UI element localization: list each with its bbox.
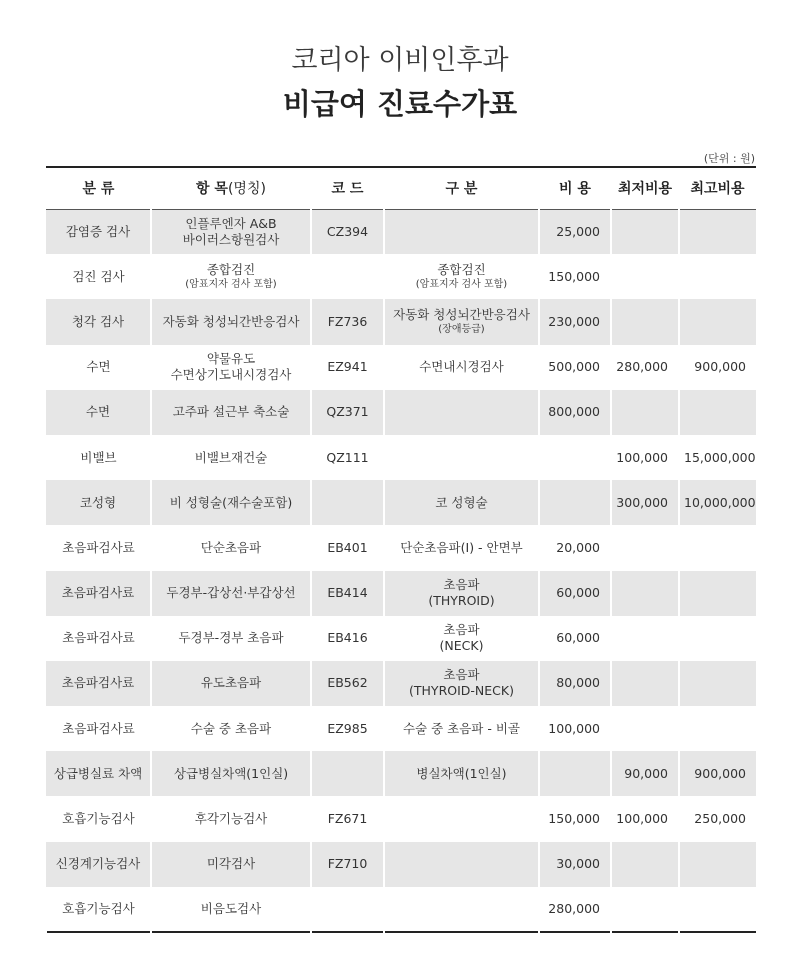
category-cell xyxy=(46,209,151,254)
table-row xyxy=(46,254,756,299)
min-cost-cell xyxy=(611,751,679,796)
cost-cell-text: 800,000 xyxy=(548,404,600,420)
cost-cell xyxy=(539,480,611,525)
cost-cell xyxy=(539,796,611,841)
item-cell-text: 두경부-갑상선·부갑상선 xyxy=(166,585,296,601)
table-body xyxy=(46,209,756,932)
code-cell-text: FZ710 xyxy=(327,856,368,872)
cost-cell xyxy=(539,345,611,390)
category-cell xyxy=(46,842,151,887)
min-cost-cell-text: 100,000 xyxy=(616,811,668,827)
cost-cell-text: 150,000 xyxy=(548,811,600,827)
category-cell-text: 초음파검사료 xyxy=(61,585,135,601)
cost-cell xyxy=(539,525,611,570)
cost-cell xyxy=(539,887,611,932)
cost-cell xyxy=(539,390,611,435)
code-cell xyxy=(311,842,384,887)
cost-cell xyxy=(539,751,611,796)
cost-cell-text: 20,000 xyxy=(556,539,600,555)
cost-cell xyxy=(539,299,611,344)
table-row xyxy=(46,661,756,706)
category-cell xyxy=(46,571,151,616)
item-cell-text: 고주파 설근부 축소술 xyxy=(172,404,290,420)
max-cost-cell xyxy=(679,796,756,841)
min-cost-cell-text: 100,000 xyxy=(616,449,668,465)
min-cost-cell xyxy=(611,571,679,616)
item-cell-text: 약물유도 xyxy=(206,351,256,367)
cost-cell-text: 30,000 xyxy=(556,856,600,872)
min-cost-cell xyxy=(611,254,679,299)
table-row xyxy=(46,887,756,932)
type-cell-text: 수술 중 초음파 - 비골 xyxy=(402,720,520,736)
item-cell xyxy=(151,571,311,616)
item-cell xyxy=(151,661,311,706)
max-cost-cell-text: 10,000,000 xyxy=(684,494,756,510)
type-cell xyxy=(384,390,539,435)
type-cell-text: 종합검진 xyxy=(437,262,486,278)
table-row xyxy=(46,706,756,751)
table-row xyxy=(46,751,756,796)
category-cell xyxy=(46,435,151,480)
category-cell xyxy=(46,254,151,299)
code-cell-text: QZ111 xyxy=(326,449,369,465)
min-cost-cell-text: 90,000 xyxy=(624,765,668,781)
category-cell-text: 비밸브 xyxy=(80,449,117,465)
category-cell xyxy=(46,345,151,390)
min-cost-cell xyxy=(611,435,679,480)
min-cost-cell xyxy=(611,299,679,344)
code-cell xyxy=(311,209,384,254)
item-cell-text: 인플루엔자 A&B xyxy=(185,215,277,231)
clinic-name: 코리아 이비인후과 xyxy=(291,45,509,76)
table-row xyxy=(46,796,756,841)
type-cell xyxy=(384,480,539,525)
code-cell xyxy=(311,796,384,841)
cost-cell xyxy=(539,661,611,706)
code-cell-text: FZ671 xyxy=(327,811,368,827)
category-cell-text: 초음파검사료 xyxy=(62,720,135,736)
min-cost-cell xyxy=(611,706,679,751)
table-row xyxy=(46,345,756,390)
header-min-cost: 최저비용 xyxy=(617,181,673,198)
category-cell-text: 상급병실료 차액 xyxy=(53,765,143,781)
table-row xyxy=(46,616,756,661)
category-cell xyxy=(46,706,151,751)
item-cell-text: 자동화 청성뇌간반응검사 xyxy=(162,313,300,329)
cost-cell-text: 500,000 xyxy=(548,359,600,375)
type-cell-subtext: (THYROID) xyxy=(428,593,495,609)
item-cell-text: 수술 중 초음파 xyxy=(190,720,272,736)
max-cost-cell xyxy=(679,616,756,661)
item-cell xyxy=(151,254,311,299)
code-cell xyxy=(311,706,384,751)
type-cell-subtext: (암표지자 검사 포함) xyxy=(415,279,508,291)
type-cell xyxy=(384,887,539,932)
type-cell xyxy=(384,435,539,480)
item-cell xyxy=(151,751,311,796)
min-cost-cell xyxy=(611,345,679,390)
header-item-bold: 항 목 xyxy=(196,181,228,198)
code-cell xyxy=(311,480,384,525)
table-row xyxy=(46,390,756,435)
type-cell xyxy=(384,616,539,661)
item-cell xyxy=(151,345,311,390)
max-cost-cell xyxy=(679,345,756,390)
table-row xyxy=(46,571,756,616)
max-cost-cell xyxy=(679,706,756,751)
header-item xyxy=(151,167,311,209)
item-cell-subtext: 바이러스항원검사 xyxy=(182,231,280,247)
type-cell xyxy=(384,345,539,390)
cost-cell-text: 60,000 xyxy=(556,585,600,601)
code-cell-text: EB414 xyxy=(327,585,368,601)
max-cost-cell xyxy=(679,751,756,796)
code-cell xyxy=(311,616,384,661)
type-cell-subtext: (NECK) xyxy=(439,638,484,654)
category-cell xyxy=(46,751,151,796)
header-max-cost: 최고비용 xyxy=(690,181,745,198)
category-cell-text: 수면 xyxy=(86,359,111,375)
code-cell xyxy=(311,254,384,299)
min-cost-cell xyxy=(611,616,679,661)
category-cell-text: 초음파검사료 xyxy=(62,630,135,646)
fee-table xyxy=(45,166,756,933)
item-cell xyxy=(151,435,311,480)
min-cost-cell xyxy=(611,209,679,254)
max-cost-cell xyxy=(679,571,756,616)
max-cost-cell xyxy=(679,299,756,344)
code-cell xyxy=(311,751,384,796)
item-cell xyxy=(151,209,311,254)
item-cell xyxy=(151,525,311,570)
max-cost-cell-text: 900,000 xyxy=(694,765,746,781)
code-cell xyxy=(311,435,384,480)
category-cell-text: 검진 검사 xyxy=(72,268,125,284)
code-cell-text: EB562 xyxy=(327,675,368,691)
min-cost-cell-text: 280,000 xyxy=(616,359,668,375)
category-cell-text: 호흡기능검사 xyxy=(62,811,135,827)
cost-cell xyxy=(539,254,611,299)
code-cell-text: QZ371 xyxy=(326,404,369,420)
code-cell xyxy=(311,525,384,570)
type-cell-text: 초음파 xyxy=(443,622,480,638)
header-category: 분 류 xyxy=(82,181,115,198)
category-cell-text: 호흡기능검사 xyxy=(62,900,135,916)
max-cost-cell xyxy=(679,390,756,435)
type-cell-text: 초음파 xyxy=(443,667,480,683)
header-cost: 비 용 xyxy=(559,181,591,198)
max-cost-cell xyxy=(679,842,756,887)
max-cost-cell xyxy=(679,525,756,570)
cost-cell-text: 60,000 xyxy=(556,630,600,646)
type-cell xyxy=(384,209,539,254)
type-cell xyxy=(384,706,539,751)
type-cell-text: 코 성형술 xyxy=(435,494,488,510)
min-cost-cell xyxy=(611,796,679,841)
category-cell xyxy=(46,616,151,661)
type-cell-subtext: (THYROID-NECK) xyxy=(409,683,514,699)
code-cell xyxy=(311,345,384,390)
cost-cell xyxy=(539,616,611,661)
category-cell xyxy=(46,887,151,932)
item-cell xyxy=(151,887,311,932)
type-cell-text: 단순초음파(Ⅰ) - 안면부 xyxy=(400,539,523,555)
unit-label: (단위 : 원) xyxy=(703,152,755,165)
item-cell-text: 상급병실차액(1인실) xyxy=(173,765,289,781)
code-cell-text: EB401 xyxy=(327,539,368,555)
item-cell-subtext: (암표지자 검사 포함) xyxy=(185,279,277,291)
type-cell-text: 수면내시경검사 xyxy=(419,359,504,375)
code-cell-text: CZ394 xyxy=(326,223,369,239)
table-row xyxy=(46,299,756,344)
category-cell xyxy=(46,299,151,344)
header-item-light: (명칭) xyxy=(227,181,266,198)
item-cell-text: 종합검진 xyxy=(206,262,256,278)
code-cell xyxy=(311,571,384,616)
item-cell-text: 미각검사 xyxy=(206,856,256,872)
table-row xyxy=(46,480,756,525)
table-row xyxy=(46,435,756,480)
max-cost-cell xyxy=(679,254,756,299)
cost-cell-text: 100,000 xyxy=(548,720,600,736)
max-cost-cell xyxy=(679,209,756,254)
table-row xyxy=(46,842,756,887)
code-cell-text: EB416 xyxy=(327,630,368,646)
item-cell xyxy=(151,616,311,661)
category-cell xyxy=(46,796,151,841)
item-cell xyxy=(151,299,311,344)
cost-cell xyxy=(539,842,611,887)
type-cell xyxy=(384,525,539,570)
table-row xyxy=(46,209,756,254)
cost-cell xyxy=(539,571,611,616)
code-cell-text: EZ985 xyxy=(327,720,368,736)
code-cell-text: FZ736 xyxy=(327,313,368,329)
type-cell xyxy=(384,842,539,887)
cost-cell-text: 280,000 xyxy=(548,900,600,916)
max-cost-cell-text: 250,000 xyxy=(694,811,746,827)
max-cost-cell xyxy=(679,480,756,525)
category-cell xyxy=(46,661,151,706)
category-cell xyxy=(46,480,151,525)
max-cost-cell xyxy=(679,887,756,932)
header-code: 코 드 xyxy=(331,181,364,198)
min-cost-cell xyxy=(611,887,679,932)
item-cell xyxy=(151,706,311,751)
cost-cell-text: 230,000 xyxy=(548,313,600,329)
max-cost-cell-text: 15,000,000 xyxy=(684,449,756,465)
item-cell-text: 단순초음파 xyxy=(200,539,262,555)
max-cost-cell xyxy=(679,661,756,706)
min-cost-cell-text: 300,000 xyxy=(616,494,668,510)
cost-cell xyxy=(539,209,611,254)
min-cost-cell xyxy=(611,661,679,706)
page-title: 비급여 진료수가표 xyxy=(282,87,518,121)
type-cell xyxy=(384,299,539,344)
type-cell-text: 병실차액(1인실) xyxy=(416,765,507,781)
type-cell xyxy=(384,751,539,796)
category-cell-text: 신경계기능검사 xyxy=(55,856,141,872)
min-cost-cell xyxy=(611,480,679,525)
cost-cell xyxy=(539,435,611,480)
type-cell-subtext: (장애등급) xyxy=(438,324,485,336)
code-cell-text: EZ941 xyxy=(327,359,368,375)
item-cell-text: 유도초음파 xyxy=(200,675,262,691)
category-cell-text: 초음파검사료 xyxy=(62,539,135,555)
type-cell xyxy=(384,571,539,616)
item-cell xyxy=(151,390,311,435)
table-row xyxy=(46,525,756,570)
category-cell-text: 감염증 검사 xyxy=(65,223,131,239)
type-cell xyxy=(384,254,539,299)
item-cell-text: 두경부-경부 초음파 xyxy=(178,630,284,646)
code-cell xyxy=(311,661,384,706)
header-type: 구 분 xyxy=(445,181,478,198)
item-cell-text: 비 성형술(재수술포함) xyxy=(169,494,293,510)
item-cell-subtext: 수면상기도내시경검사 xyxy=(170,367,292,383)
type-cell xyxy=(384,661,539,706)
cost-cell xyxy=(539,706,611,751)
code-cell xyxy=(311,299,384,344)
category-cell xyxy=(46,525,151,570)
min-cost-cell xyxy=(611,390,679,435)
min-cost-cell xyxy=(611,842,679,887)
category-cell-text: 수면 xyxy=(85,404,111,420)
item-cell xyxy=(151,842,311,887)
category-cell-text: 청각 검사 xyxy=(71,313,125,329)
type-cell-text: 초음파 xyxy=(443,577,480,593)
category-cell-text: 코성형 xyxy=(79,494,117,510)
max-cost-cell xyxy=(679,435,756,480)
item-cell-text: 비음도검사 xyxy=(200,900,262,916)
code-cell xyxy=(311,887,384,932)
cost-cell-text: 25,000 xyxy=(556,223,600,239)
type-cell-text: 자동화 청성뇌간반응검사 xyxy=(393,307,530,323)
item-cell-text: 비밸브재건술 xyxy=(194,449,268,465)
min-cost-cell xyxy=(611,525,679,570)
item-cell xyxy=(151,796,311,841)
category-cell xyxy=(46,390,151,435)
type-cell xyxy=(384,796,539,841)
cost-cell-text: 150,000 xyxy=(548,268,600,284)
code-cell xyxy=(311,390,384,435)
item-cell xyxy=(151,480,311,525)
table-header-row xyxy=(46,167,756,209)
cost-cell-text: 80,000 xyxy=(556,675,600,691)
item-cell-text: 후각기능검사 xyxy=(194,811,268,827)
max-cost-cell-text: 900,000 xyxy=(694,359,746,375)
category-cell-text: 초음파검사료 xyxy=(61,675,135,691)
